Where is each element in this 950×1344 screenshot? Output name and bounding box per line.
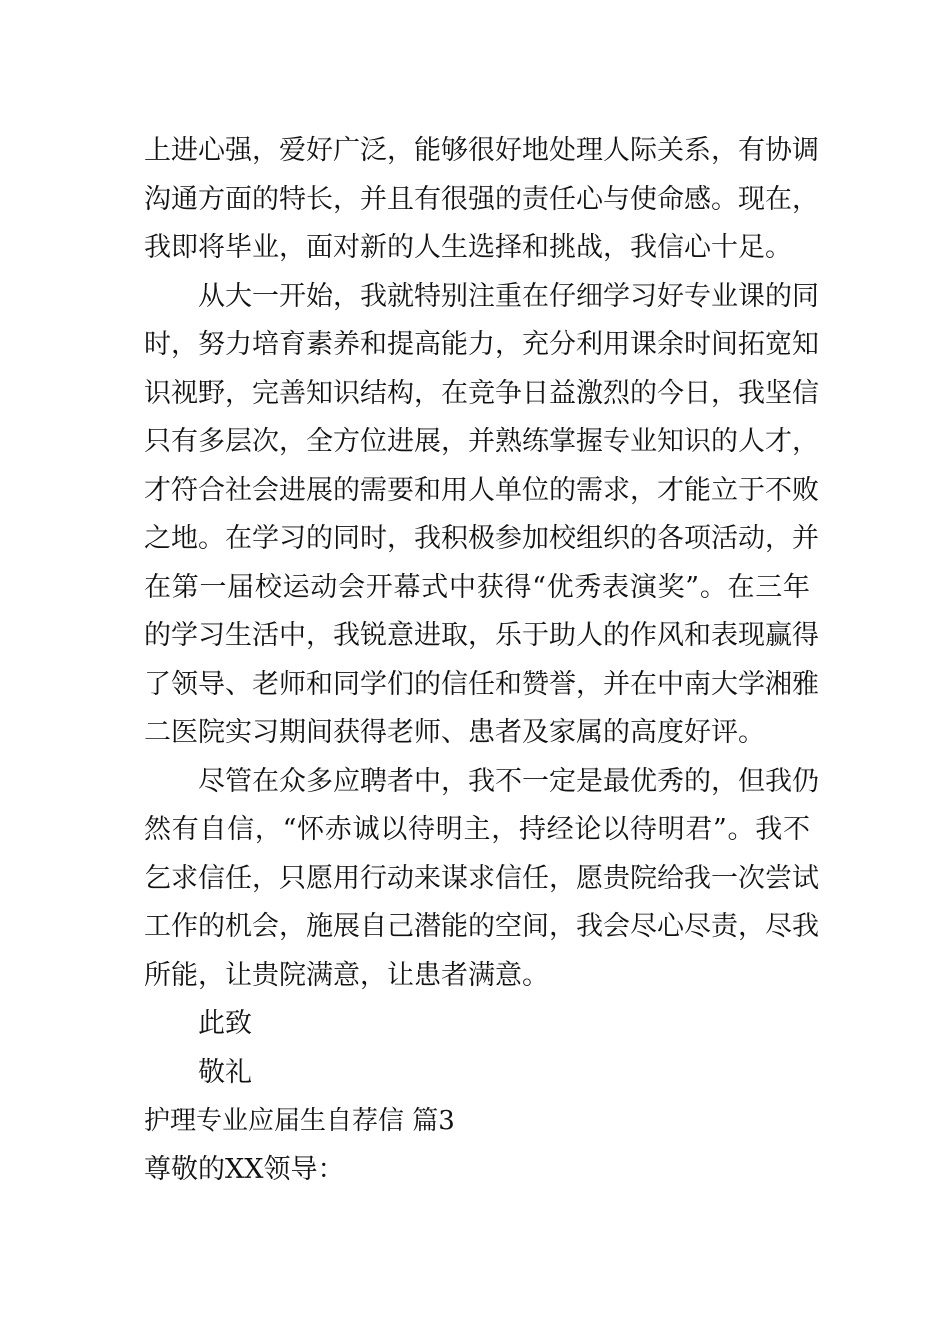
text-line: 了领导、老师和同学们的信任和赞誉，并在中南大学湘雅: [144, 668, 819, 700]
paragraph-2: [144, 273, 819, 758]
closing-regards: 此致: [198, 1008, 252, 1039]
closing-block: [144, 1000, 810, 1097]
text-line: 所能，让贵院满意，让患者满意。: [144, 959, 549, 991]
closing-salute: 敬礼: [198, 1056, 252, 1088]
text-line: 乞求信任，只愿用行动来谋求信任，愿贵院给我一次尝试: [144, 862, 819, 894]
paragraph-3: [144, 758, 819, 1001]
text-line: 从大一开始，我就特别注重在仔细学习好专业课的同: [198, 280, 819, 312]
text-line: 二医院实习期间获得老师、患者及家属的高度好评。: [144, 717, 765, 748]
letter-body: [144, 127, 819, 1194]
text-line: 工作的机会，施展自己潜能的空间，我会尽心尽责，尽我: [144, 911, 819, 942]
section-heading: 护理专业应届生自荐信 篇3: [144, 1106, 455, 1136]
text-line: 我即将毕业，面对新的人生选择和挑战，我信心十足。: [144, 232, 792, 263]
text-line: 尽管在众多应聘者中，我不一定是最优秀的，但我仍: [198, 765, 819, 797]
text-line: 上进心强，爱好广泛，能够很好地处理人际关系，有协调: [144, 135, 819, 166]
text-line: 然有自信，“怀赤诚以待明主，持经论以待明君”。我不: [144, 814, 810, 845]
text-line: 之地。在学习的同时，我积极参加校组织的各项活动，并: [144, 523, 819, 554]
paragraph-1: [144, 127, 819, 273]
text-line: 只有多层次，全方位进展，并熟练掌握专业知识的人才，: [144, 426, 819, 457]
text-line: 才符合社会进展的需要和用人单位的需求，才能立于不败: [144, 474, 819, 506]
text-line: 的学习生活中，我锐意进取，乐于助人的作风和表现赢得: [144, 620, 819, 651]
text-line: 识视野，完善知识结构，在竞争日益激烈的今日，我坚信: [144, 377, 819, 409]
salutation: 尊敬的XX领导：: [144, 1153, 345, 1185]
text-line: 时，努力培育素养和提高能力，充分利用课余时间拓宽知: [144, 329, 819, 360]
text-line: 沟通方面的特长，并且有很强的责任心与使命感。现在，: [144, 183, 819, 215]
text-line: 在第一届校运动会开幕式中获得“优秀表演奖”。在三年: [144, 571, 810, 603]
